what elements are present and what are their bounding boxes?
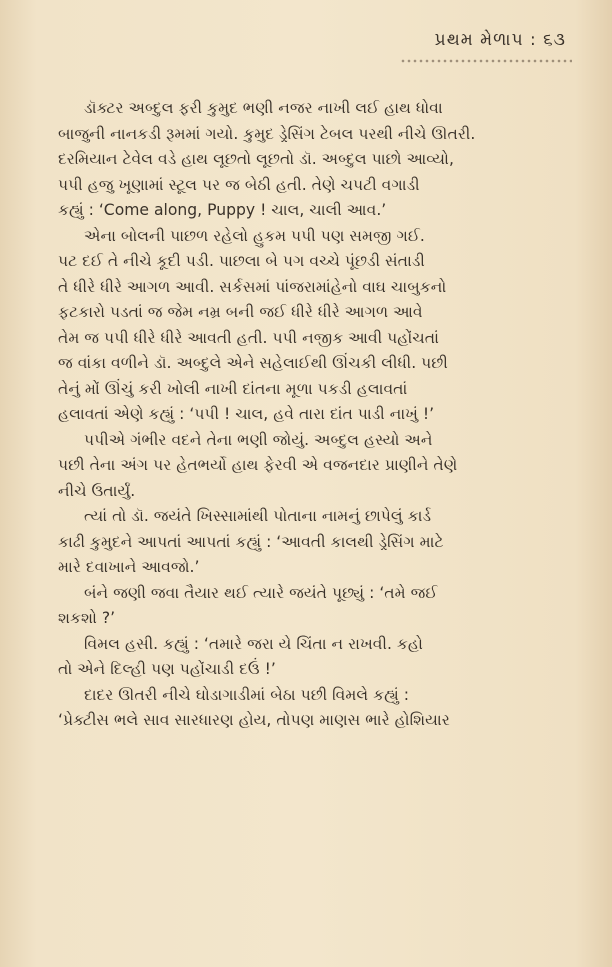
text-line: નીચે ઉતાર્યું. bbox=[58, 481, 136, 500]
text-line: પપીએ ગંભીર વદને તેના ભણી જોયું. અબ્દુલ હસ્યો અને bbox=[84, 430, 433, 449]
text-line: બંને જણી જવા તૈયાર થઈ ત્યારે જયંતે પૂછ્યું : ‘તમે જઈ bbox=[84, 583, 438, 602]
text-line: દરમિયાન ટેવેલ વડે હાથ લૂછતો લૂછતો ડૉ. અબ્દુલ પાછો આવ્યો, bbox=[58, 150, 454, 168]
text-line: કહ્યું : ‘Come along, Puppy ! ચાલ, ચાલી આવ.’ bbox=[58, 201, 387, 219]
paragraph bbox=[58, 96, 578, 224]
text-line: ત્યાં તો ડૉ. જયંતે ખિસ્સામાંથી પોતાના નામનું છાપેલું કાર્ડ bbox=[84, 507, 432, 525]
text-line: દાદર ઊતરી નીચે ઘોડાગાડીમાં બેઠા પછી વિમલે કહ્યું : bbox=[84, 685, 410, 704]
text-line: કાઢી કુમુદને આપતાં આપતાં કહ્યું : ‘આવતી કાલથી ડ્રેસિંગ માટે bbox=[58, 532, 444, 551]
text-line: એના બોલની પાછળ રહેલો હુકમ પપી પણ સમજી ગઈ. bbox=[84, 226, 425, 245]
text-line: પછી તેના અંગ પર હેતભર્યો હાથ ફેરવી એ વજનદાર પ્રાણીને તેણે bbox=[58, 456, 458, 474]
text-line: જ વાંકા વળીને ડૉ. અબ્દુલે એને સહેલાઈથી ઊંચકી લીધી. પછી bbox=[58, 354, 448, 372]
text-line: મારે દવાખાને આવજો.’ bbox=[58, 558, 200, 576]
text-line: ફટકારો પડતાં જ જેમ નમ્ર બની જઈ ધીરે ધીરે આગળ આવે bbox=[58, 303, 423, 321]
paragraph bbox=[58, 683, 578, 734]
text-line: હલાવતાં એણે કહ્યું : ‘પપી ! ચાલ, હવે તારા દાંત પાડી નાખું !’ bbox=[58, 405, 435, 423]
text-line: બાજુની નાનકડી રૂમમાં ગયો. કુમુદ ડ્રેસિંગ ટેબલ પરથી નીચે ઊતરી. bbox=[58, 124, 476, 143]
paragraph bbox=[58, 224, 578, 428]
running-header: પ્રથમ મેળાપ : ૬૩ bbox=[434, 30, 566, 50]
body-text bbox=[58, 96, 578, 734]
text-line: વિમલ હસી. કહ્યું : ‘તમારે જરા યે ચિંતા ન રાખવી. કહો bbox=[84, 634, 423, 653]
text-line: પપી હજુ ખૂણામાં સ્ટૂલ પર જ બેઠી હતી. તેણે ચપટી વગાડી bbox=[58, 175, 420, 194]
paragraph bbox=[58, 428, 578, 505]
paragraph bbox=[58, 581, 578, 632]
text-line: તેનું મોં ઊંચું કરી ખોલી નાખી દાંતના મૂળા પકડી હલાવતાં bbox=[58, 379, 408, 398]
header-ornament-rule bbox=[400, 58, 572, 64]
text-line: તેમ જ પપી ધીરે ધીરે આવતી હતી. પપી નજીક આવી પહોંચતાં bbox=[58, 328, 439, 347]
paragraph bbox=[58, 632, 578, 683]
text-line: ડૉક્ટર અબ્દુલ ફરી કુમુદ ભણી નજર નાખી લઈ હાથ ધોવા bbox=[84, 99, 443, 117]
text-line: ‘પ્રેક્ટીસ ભલે સાવ સારધારણ હોય, તોપણ માણસ ભારે હોશિયાર bbox=[58, 711, 450, 729]
text-line: શકશો ?’ bbox=[58, 609, 116, 627]
paragraph bbox=[58, 504, 578, 581]
text-line: તો એને દિલ્હી પણ પહોંચાડી દઉં !’ bbox=[58, 660, 276, 678]
text-line: તે ધીરે ધીરે આગળ આવી. સર્કસમાં પાંજરામાંહેનો વાઘ ચાબુકનો bbox=[58, 277, 447, 296]
text-line: પટ દઈ તે નીચે કૂદી પડી. પાછલા બે પગ વચ્ચે પૂંછડી સંતાડી bbox=[58, 252, 425, 270]
